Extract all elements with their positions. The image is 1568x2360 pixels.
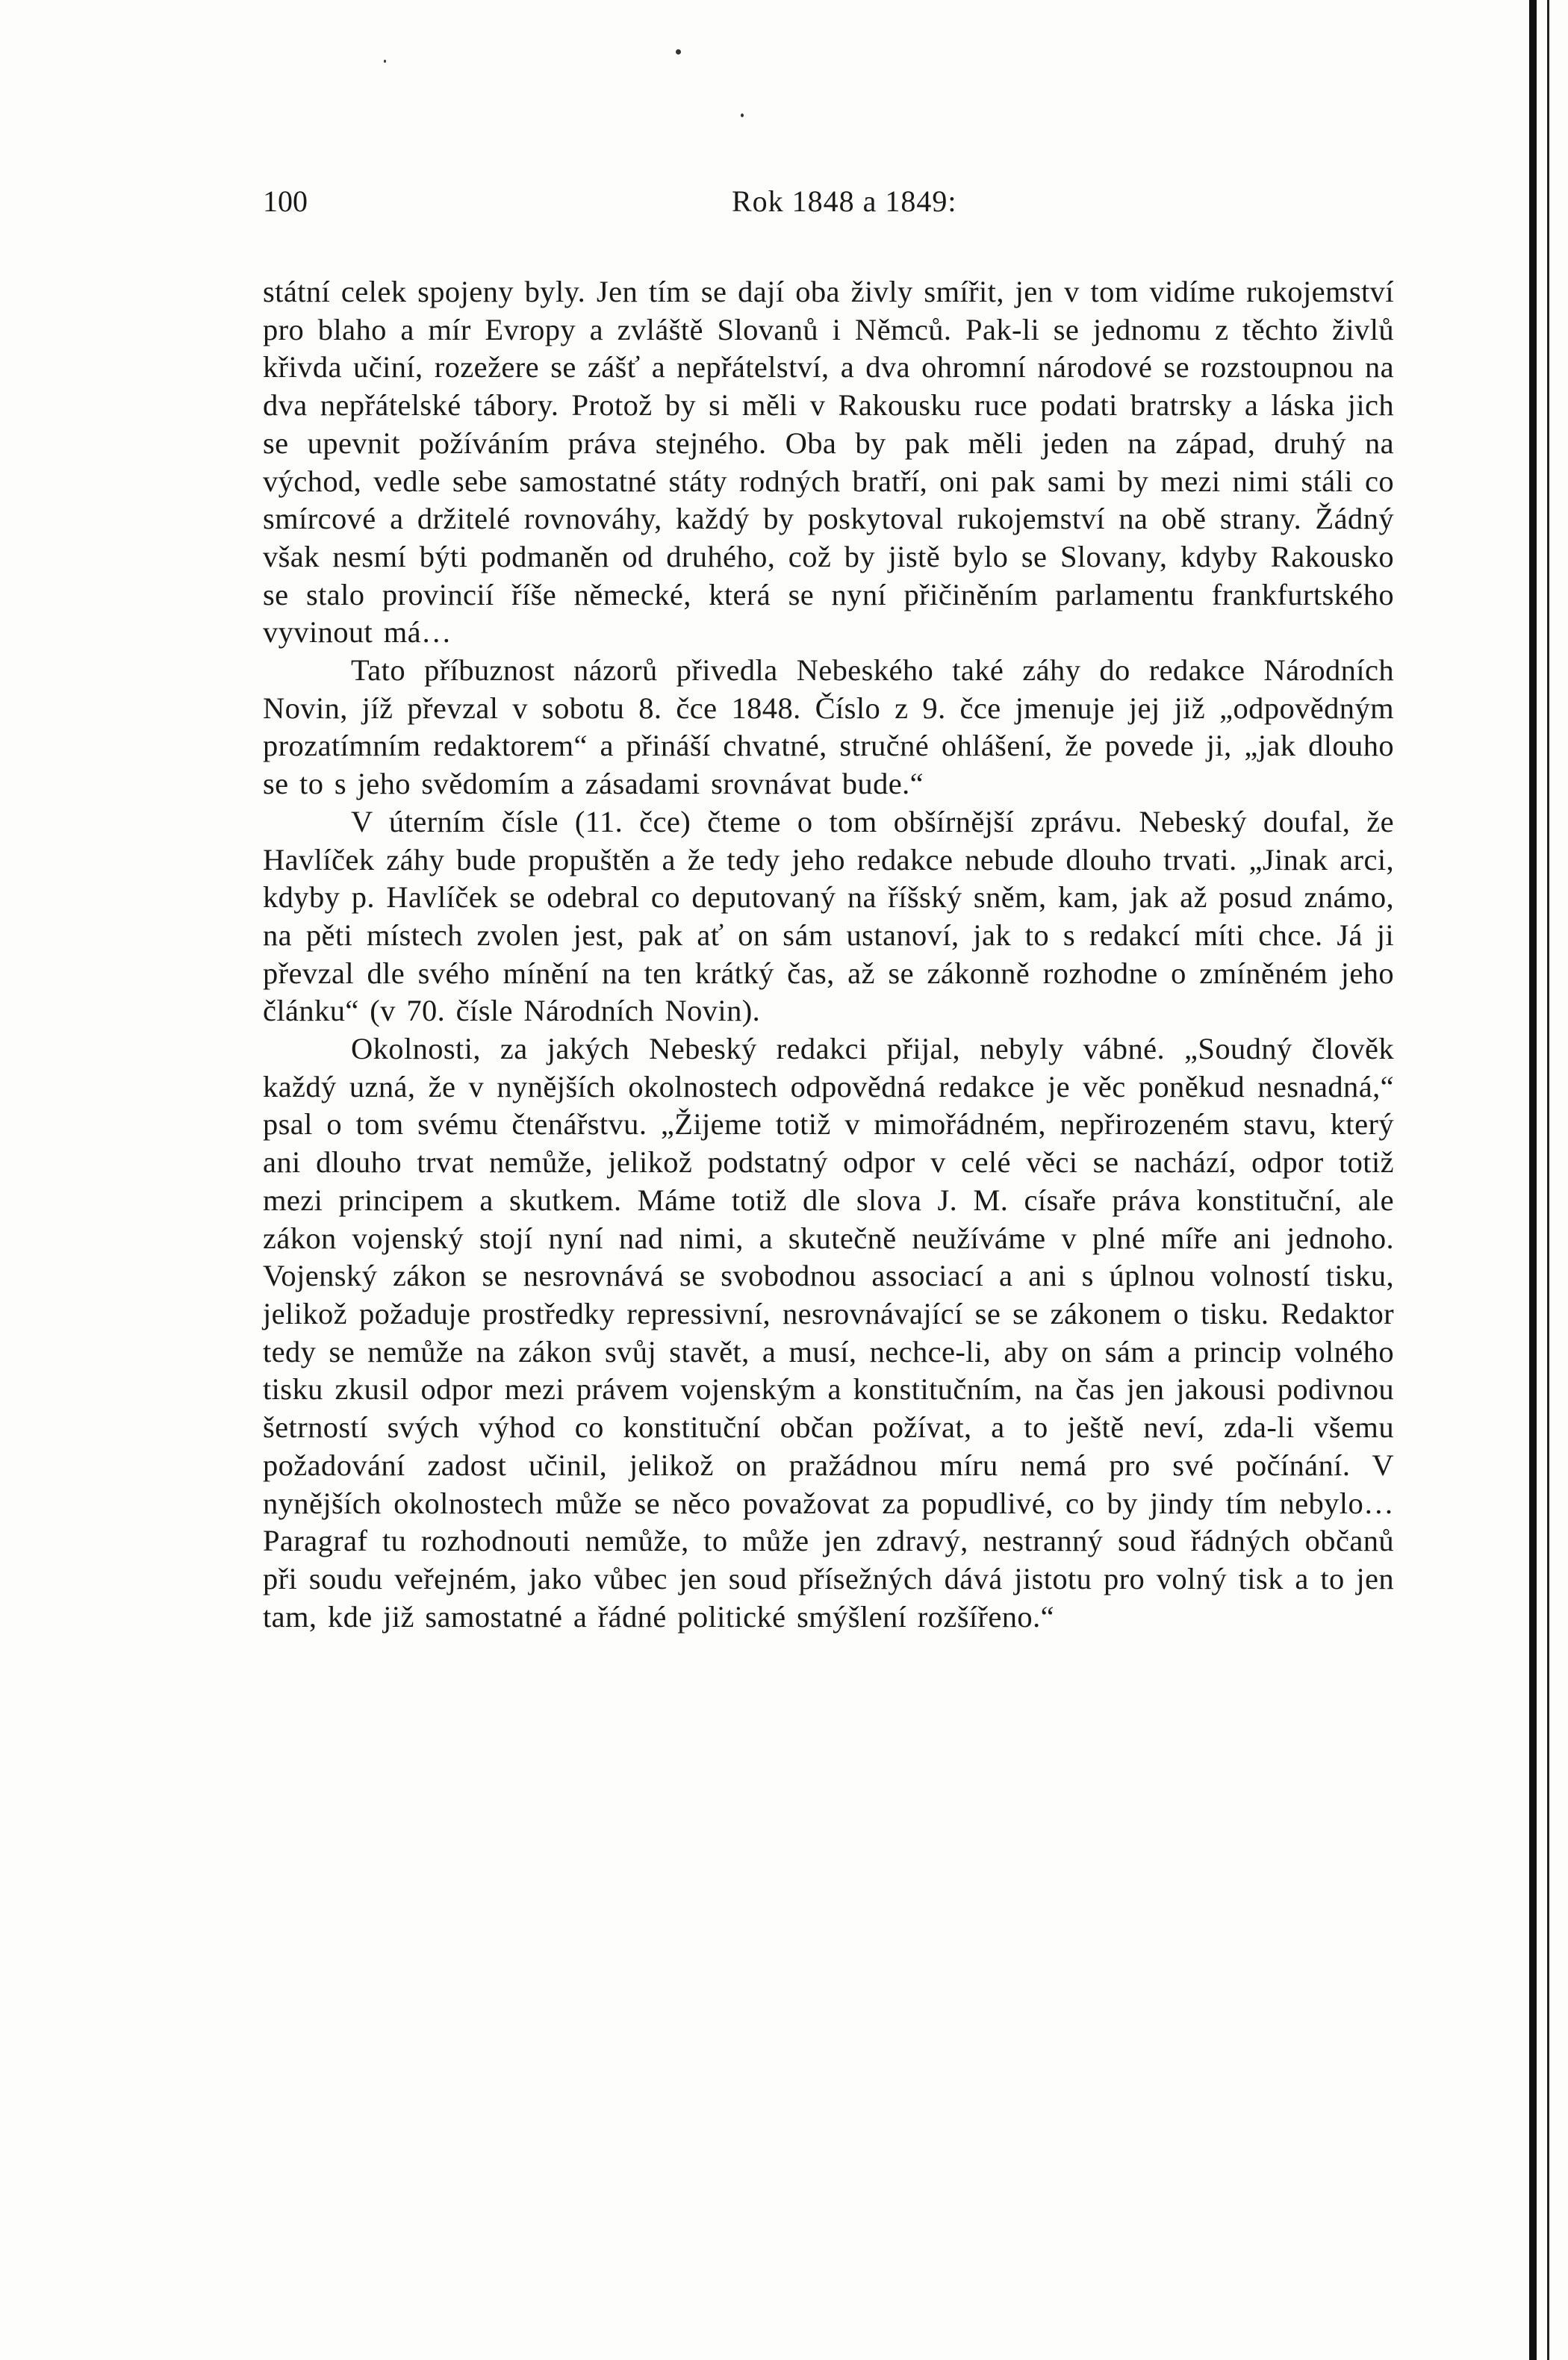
paragraph: Okolnosti, za jakých Nebeský redakci přijal, nebyly vábné. „Soudný člověk každý uzná, že v nynějších okolnostech odpovědná redakce je věc poněkud nesnadná,“ psal o tom svému čtenářstvu. „Žijeme totiž v mimořádném, nepřirozeném stavu, který ani dlouho trvat nemůže, jelikož podstatný odpor v celé věci se nachází, odpor totiž mezi principem a skutkem. Máme totiž dle slova J. M. císaře práva konstituční, ale zákon vojenský stojí nyní nad nimi, a skutečně neužíváme v plné míře ani jednoho. Vojenský zákon se nesrovnává se svobodnou associací a ani s úplnou volností tisku, jelikož požaduje prostředky repressivní, nesrovnávající se se zákonem o tisku. Redaktor tedy se nemůže na zákon svůj stavět, a musí, nechce-li, aby on sám a princip volného tisku zkusil odpor mezi právem vojenským a konstitučním, na čas jen jakousi podivnou šetrností svých výhod co konstituční občan požívat, a to ještě neví, zda-li všemu požadování zadost učinil, jelikož on pražádnou míru nemá pro své počínání. V nynějších okolnostech může se něco považovat za popudlivé, co by jindy tím nebylo… Paragraf tu rozhodnouti nemůže, to může jen zdravý, nestranný soud řádných občanů při soudu veřejném, jako vůbec jen soud přísežných dává jistotu pro volný tisk a to jen tam, kde již samostatné a řádné politické smýšlení rozšířeno.“ xyxy=(263,1032,1394,1634)
running-header xyxy=(263,184,1368,228)
page-number: 100 xyxy=(263,184,308,218)
paragraph: V úterním čísle (11. čce) čteme o tom obšírnější zprávu. Nebeský doufal, že Havlíček záhy bude propuštěn a že tedy jeho redakce nebude dlouho trvati. „Jinak arci, kdyby p. Havlíček se odebral co deputovaný na říšský sněm, kam, jak až posud známo, na pěti místech zvolen jest, pak ať on sám ustanoví, jak to s redakcí míti chce. Já ji převzal dle svého mínění na ten krátký čas, až se zákonně rozhodne o zmíněném jeho článku“ (v 70. čísle Národních Novin). xyxy=(263,804,1394,1028)
paragraph: Tato příbuznost názorů přivedla Nebeského také záhy do redakce Národních Novin, jíž převzal v sobotu 8. čce 1848. Číslo z 9. čce jmenuje jej již „odpovědným prozatímním redaktorem“ a přináší chvatné, stručné ohlášení, že povede ji, „jak dlouho se to s jeho svědomím a zásadami srovnávat bude.“ xyxy=(263,653,1394,801)
scan-speck xyxy=(676,49,681,55)
page-edge-border-thin xyxy=(1547,0,1549,2360)
page-edge-border xyxy=(1529,0,1537,2360)
body-text xyxy=(263,273,1394,1636)
running-title: Rok 1848 a 1849: xyxy=(732,184,957,218)
paragraph-continued: státní celek spojeny byly. Jen tím se dají oba živly smířit, jen v tom vidíme rukojemství pro blaho a mír Evropy a zvláště Slovanů i Němců. Pak-li se jednomu z těchto živlů křivda učiní, rozežere se zášť a nepřátelství, a dva ohromní národové se rozstoupnou na dva nepřátelské tábory. Protož by si měli v Rakousku ruce podati bratrsky a láska jich se upevnit požíváním práva stejného. Oba by pak měli jeden na západ, druhý na východ, vedle sebe samostatné státy rodných bratří, oni pak sami by mezi nimi stáli co smírcové a držitelé rovnováhy, každý by poskytoval rukojemství na obě strany. Žádný však nesmí býti podmaněn od druhého, což by jistě bylo se Slovany, kdyby Rakousko se stalo provincií říše německé, která se nyní přičiněním parlamentu frankfurtského vyvinout má… xyxy=(263,275,1394,650)
scan-speck xyxy=(741,113,744,117)
scan-speck xyxy=(384,60,386,63)
